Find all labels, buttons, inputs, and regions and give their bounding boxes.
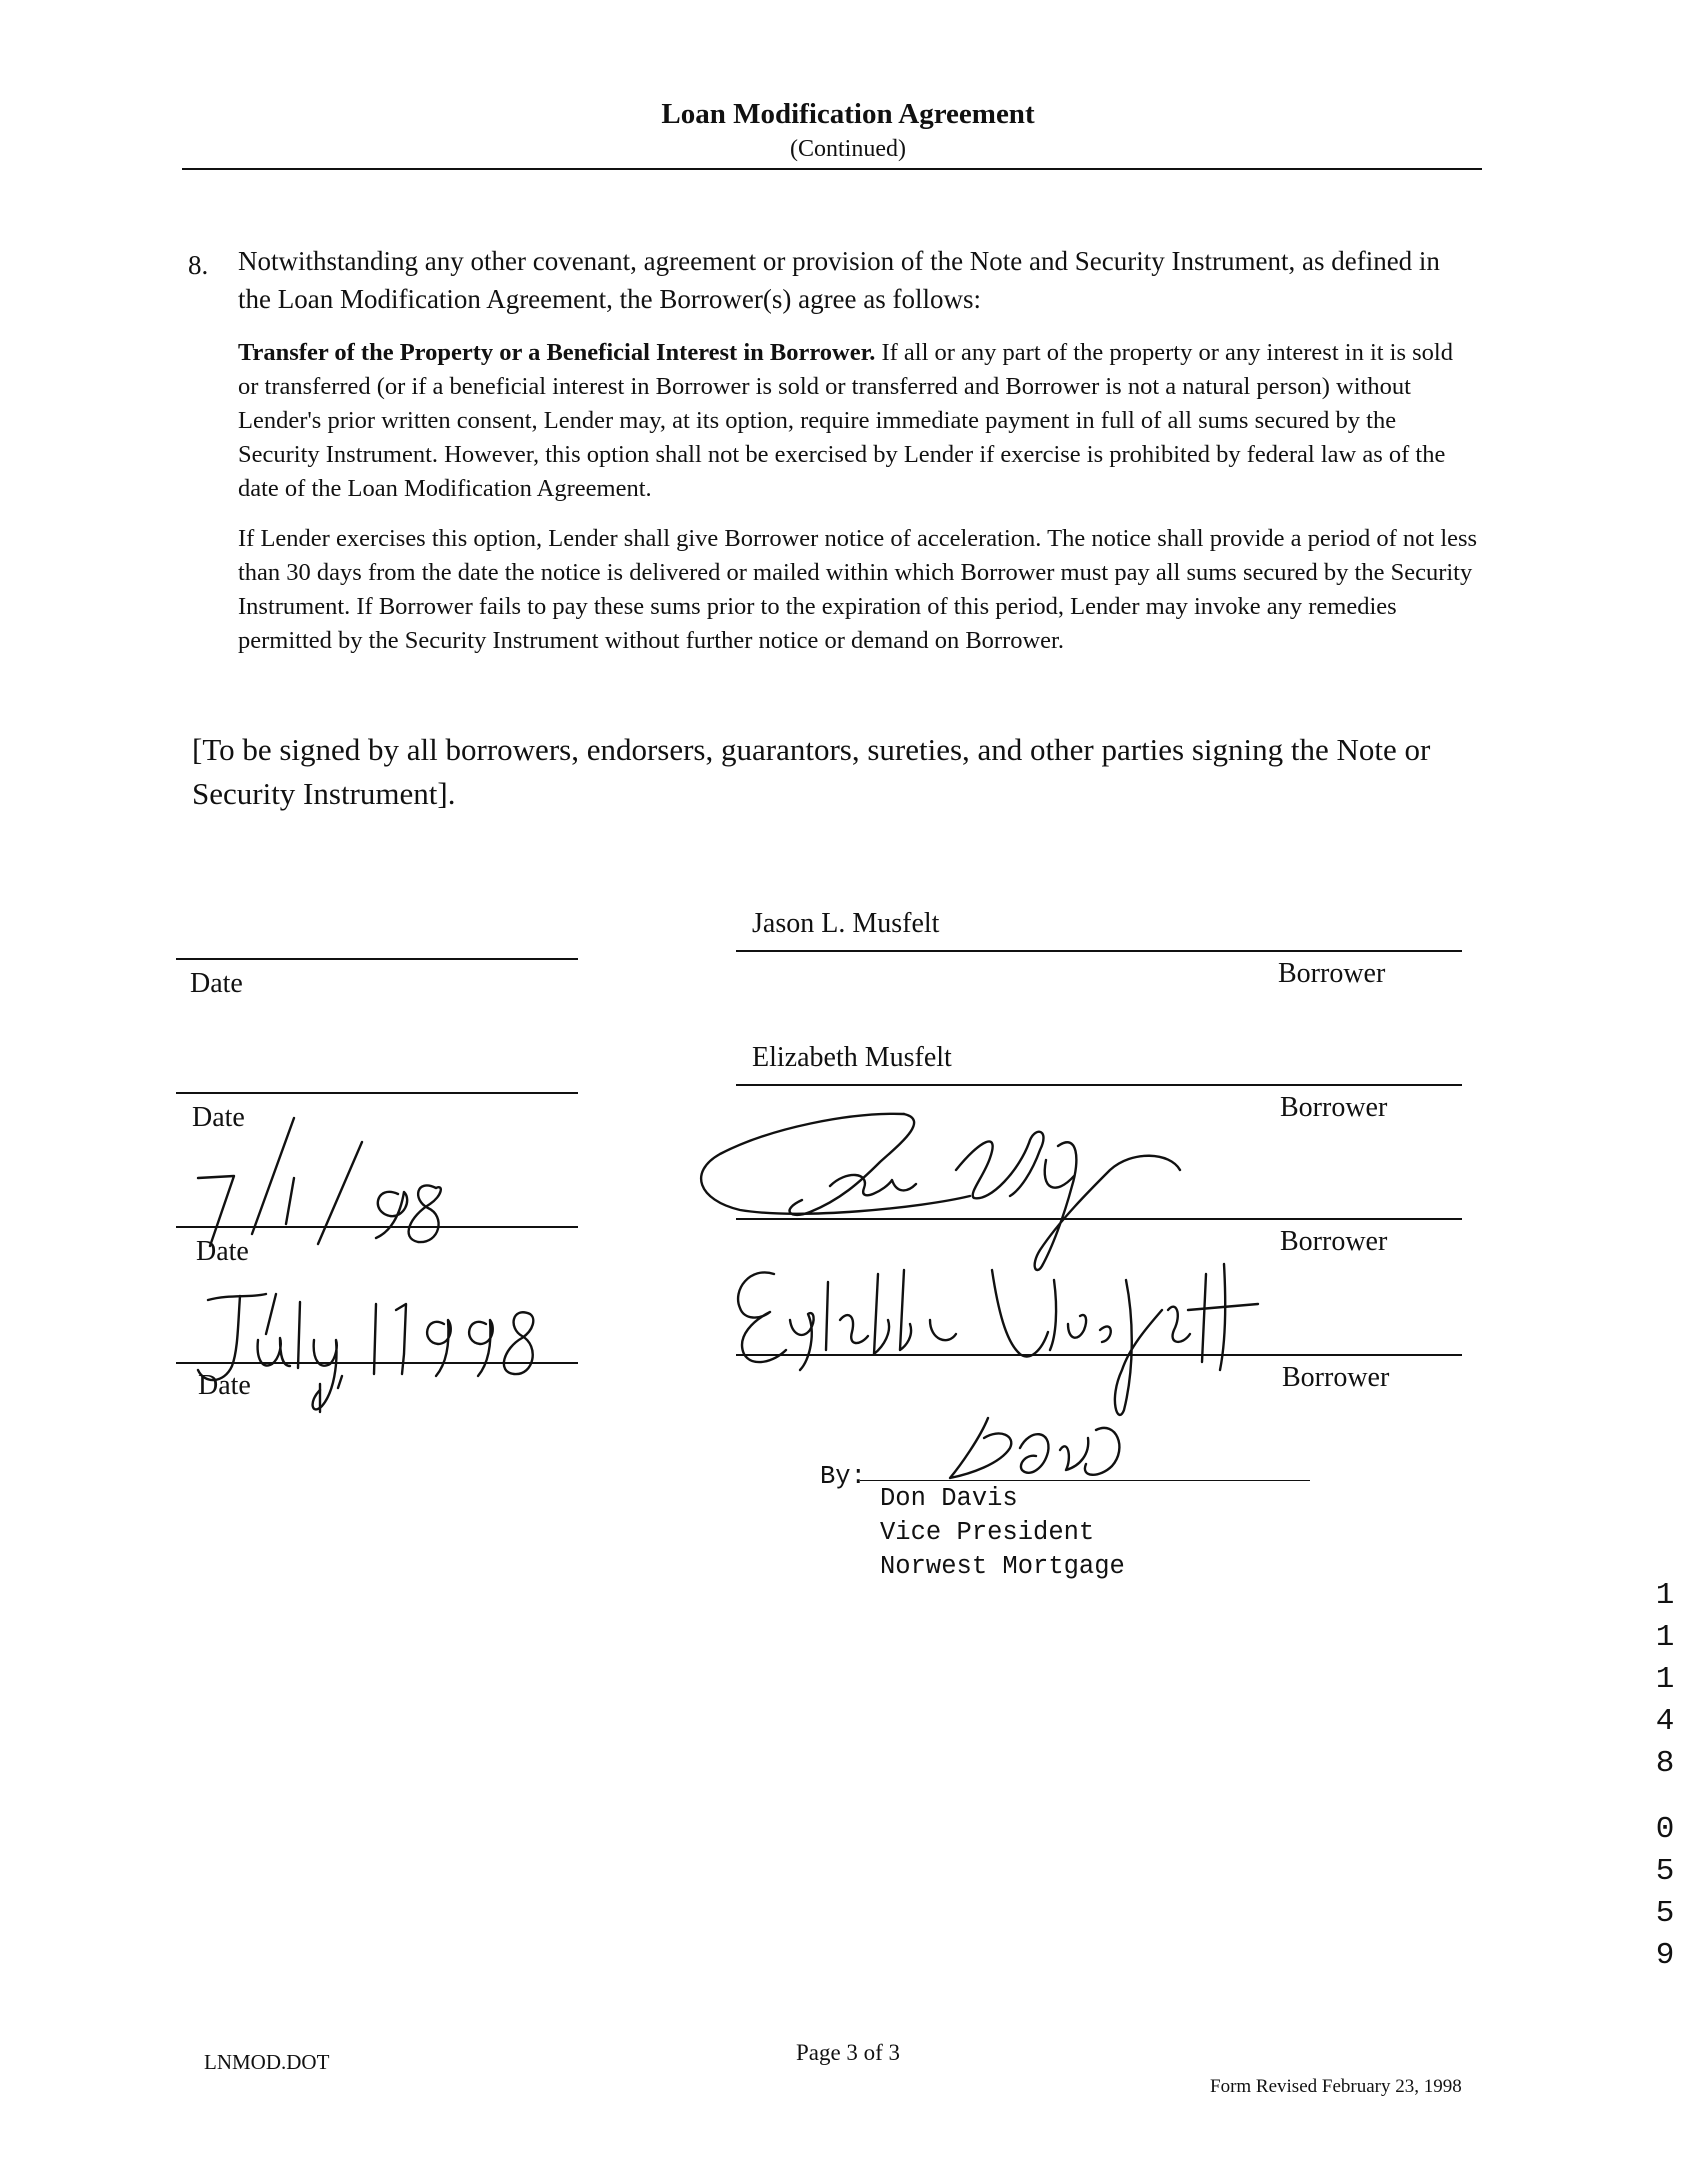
stamp-digit: 4 bbox=[1655, 1704, 1675, 1739]
lender-company: Norwest Mortgage bbox=[880, 1552, 1125, 1581]
stamp-digit: 8 bbox=[1655, 1746, 1675, 1781]
date-label-3: Date bbox=[196, 1236, 249, 1267]
borrower-line-2 bbox=[736, 1084, 1462, 1086]
stamp-digit: 5 bbox=[1655, 1896, 1675, 1931]
borrower-label-1: Borrower bbox=[1278, 958, 1386, 989]
footer-form-revised: Form Revised February 23, 1998 bbox=[1210, 2076, 1462, 2097]
date-label-2: Date bbox=[192, 1102, 245, 1133]
margin-stamp bbox=[1650, 1575, 1680, 1977]
handwritten-signature-lender bbox=[940, 1408, 1140, 1488]
date-label-1: Date bbox=[190, 968, 243, 999]
handwritten-date-july-1-1998 bbox=[180, 1284, 540, 1414]
transfer-heading: Transfer of the Property or a Beneficial Interest in Borrower. bbox=[238, 339, 876, 366]
borrower-label-4: Borrower bbox=[1282, 1362, 1390, 1393]
acceleration-paragraph: If Lender exercises this option, Lender shall give Borrower notice of acceleration. The notice shall provide a period of not less than 30 days from the date the notice is delivered or mailed within which Borrower must pay all sums secured by the Security Instrument. If Borrower fails to pay these sums prior to the expiration of this period, Lender may invoke any remedies permitted by the Security Instrument without further notice or demand on Borrower. bbox=[238, 525, 1478, 654]
document-title: Loan Modification Agreement bbox=[661, 98, 1035, 130]
document-subtitle: (Continued) bbox=[790, 136, 906, 162]
lender-officer-title: Vice President bbox=[880, 1518, 1095, 1547]
lender-officer-name: Don Davis bbox=[880, 1484, 1018, 1513]
handwritten-signature-borrower-2 bbox=[730, 1250, 1270, 1420]
stamp-digit: 9 bbox=[1655, 1938, 1675, 1973]
date-line-1 bbox=[176, 958, 578, 960]
date-line-2 bbox=[176, 1092, 578, 1094]
header-rule bbox=[182, 168, 1482, 170]
handwritten-date-7-1-98 bbox=[190, 1104, 450, 1264]
section-number: 8. bbox=[188, 250, 209, 280]
borrower1-name: Jason L. Musfelt bbox=[752, 908, 940, 939]
date-label-4: Date bbox=[198, 1370, 251, 1401]
footer-doc-code: LNMOD.DOT bbox=[204, 2050, 330, 2074]
transfer-paragraph bbox=[238, 336, 1478, 506]
stamp-digit: 1 bbox=[1655, 1578, 1675, 1613]
borrower-line-1 bbox=[736, 950, 1462, 952]
stamp-digit: 5 bbox=[1655, 1854, 1675, 1889]
stamp-digit: 0 bbox=[1655, 1812, 1675, 1847]
section-intro: Notwithstanding any other covenant, agreement or provision of the Note and Security Instrument, as defined in the Loan Modification Agreement, the Borrower(s) agree as follows: bbox=[238, 246, 1440, 314]
borrower2-name: Elizabeth Musfelt bbox=[752, 1042, 952, 1073]
borrower-label-2: Borrower bbox=[1280, 1092, 1388, 1123]
stamp-digit: 1 bbox=[1655, 1662, 1675, 1697]
by-label: By: bbox=[820, 1462, 866, 1491]
borrower-label-3: Borrower bbox=[1280, 1226, 1388, 1257]
transfer-text: If all or any part of the property or any interest in it is sold or transferred (or if a beneficial interest in Borrower is sold or transferred and Borrower is not a natural person) without Lender's prior written consent, Lender may, at its option, require immediate payment in full of all sums secured by the Security Instrument. However, this option shall not be exercised by Lender if exercise is prohibited by federal law as of the date of the Loan Modification Agreement. bbox=[238, 339, 1453, 502]
footer-page-number: Page 3 of 3 bbox=[795, 2040, 901, 2065]
stamp-digit: 1 bbox=[1655, 1620, 1675, 1655]
signing-instruction: [To be signed by all borrowers, endorsers, guarantors, sureties, and other parties signing the Note or Security Instrument]. bbox=[192, 732, 1431, 811]
